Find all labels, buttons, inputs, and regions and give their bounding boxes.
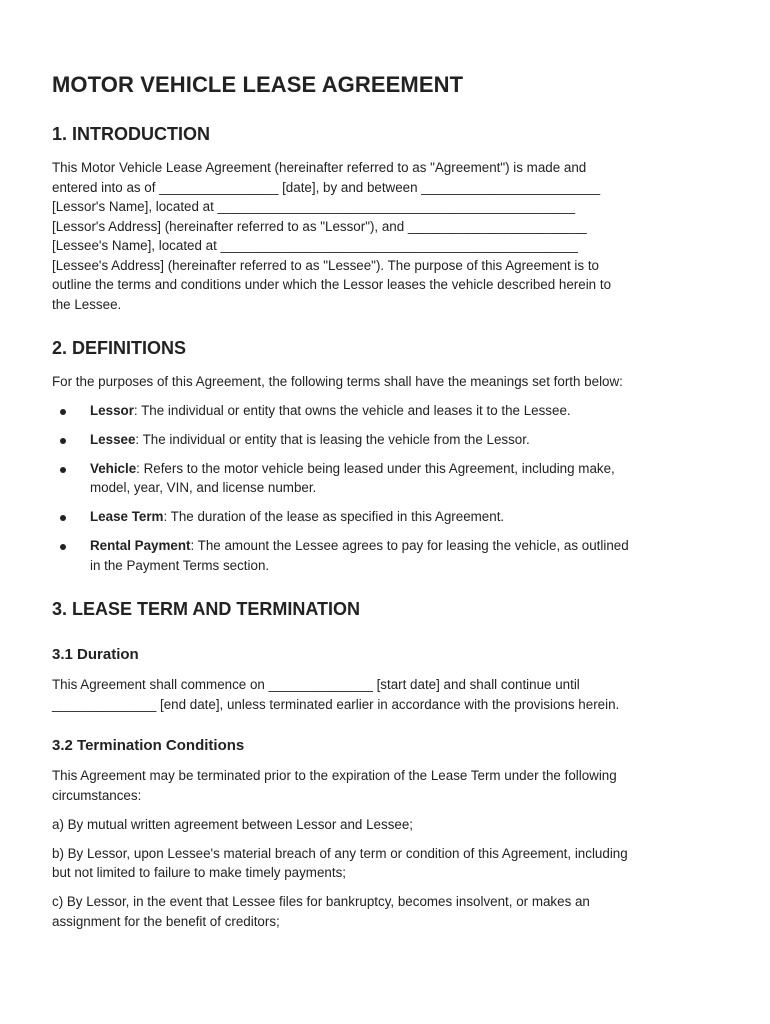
intro-line: outline the terms and conditions under which the Lessor leases the vehicle described herein to — [52, 277, 612, 292]
intro-line: [Lessor's Name], located at ________________________________________________ — [52, 199, 576, 214]
definition-term: Lease Term — [90, 509, 164, 524]
intro-line: [Lessee's Address] (hereinafter referred to as "Lessee"). The purpose of this Agreement is to — [52, 257, 599, 273]
bullet-icon — [60, 409, 66, 415]
duration-line: ______________ [end date], unless terminated earlier in accordance with the provisions herein. — [52, 696, 620, 712]
definition-item-vehicle — [52, 459, 722, 498]
intro-line: This Motor Vehicle Lease Agreement (hereinafter referred to as "Agreement") is made and — [52, 160, 587, 175]
termination-lead-line: This Agreement may be terminated prior to the expiration of the Lease Term under the following — [52, 768, 617, 783]
document-title: MOTOR VEHICLE LEASE AGREEMENT — [52, 72, 464, 97]
definition-text: : The individual or entity that is leasing the vehicle from the Lessor. — [135, 431, 530, 447]
definition-item-lessee — [52, 430, 722, 450]
termination-lead-line: circumstances: — [52, 787, 142, 803]
definition-text: : The individual or entity that owns the vehicle and leases it to the Lessee. — [133, 402, 571, 418]
definitions-lead: For the purposes of this Agreement, the following terms shall have the meanings set forth below: — [52, 374, 623, 389]
intro-line: [Lessor's Address] (hereinafter referred to as "Lessor"), and ________________________ — [52, 218, 587, 234]
clause-line: a) By mutual written agreement between Lessor and Lessee; — [52, 816, 414, 832]
bullet-icon — [60, 544, 66, 550]
duration-line: This Agreement shall commence on ______________ [start date] and shall continue until — [52, 677, 580, 692]
intro-line: the Lessee. — [52, 296, 122, 312]
subsection-termination-heading: 3.2 Termination Conditions — [52, 737, 245, 754]
bullet-icon — [60, 515, 66, 521]
termination-clause-c — [52, 892, 722, 931]
definition-item-lessor — [52, 401, 722, 421]
termination-clause-b — [52, 844, 722, 883]
section-definitions-heading: 2. DEFINITIONS — [52, 338, 187, 358]
definition-item-lease-term — [52, 507, 722, 527]
clause-line: b) By Lessor, upon Lessee's material breach of any term or condition of this Agreement, including — [52, 845, 628, 861]
duration-paragraph — [52, 675, 722, 714]
bullet-icon — [60, 467, 66, 473]
section-lease-term-heading: 3. LEASE TERM AND TERMINATION — [52, 599, 361, 619]
definition-text: : Refers to the motor vehicle being leased under this Agreement, including make, — [136, 460, 615, 476]
intro-line: [Lessee's Name], located at ________________________________________________ — [52, 238, 579, 253]
definition-item-rental-payment — [52, 536, 722, 575]
section-introduction-heading: 1. INTRODUCTION — [52, 124, 211, 144]
definition-text-continued: model, year, VIN, and license number. — [90, 480, 317, 495]
definition-text-continued: in the Payment Terms section. — [90, 557, 270, 573]
definition-term: Lessor — [90, 402, 134, 418]
intro-line: entered into as of ________________ [date], by and between ________________________ — [52, 179, 601, 195]
clause-line: but not limited to failure to make timely payments; — [52, 865, 346, 880]
subsection-duration-heading: 3.1 Duration — [52, 646, 139, 663]
termination-lead-paragraph — [52, 766, 722, 805]
termination-clause-a — [52, 815, 722, 835]
bullet-icon — [60, 438, 66, 444]
definition-term: Vehicle — [90, 460, 137, 476]
definitions-list — [52, 401, 722, 576]
definition-text: : The duration of the lease as specified in this Agreement. — [163, 509, 505, 524]
definition-term: Lessee — [90, 431, 136, 447]
document-body — [52, 70, 722, 931]
clause-line: assignment for the benefit of creditors; — [52, 913, 280, 929]
introduction-paragraph — [52, 158, 722, 314]
clause-line: c) By Lessor, in the event that Lessee files for bankruptcy, becomes insolvent, or makes an — [52, 894, 590, 909]
definition-text: : The amount the Lessee agrees to pay for leasing the vehicle, as outlined — [190, 538, 629, 553]
definition-term: Rental Payment — [90, 538, 191, 553]
